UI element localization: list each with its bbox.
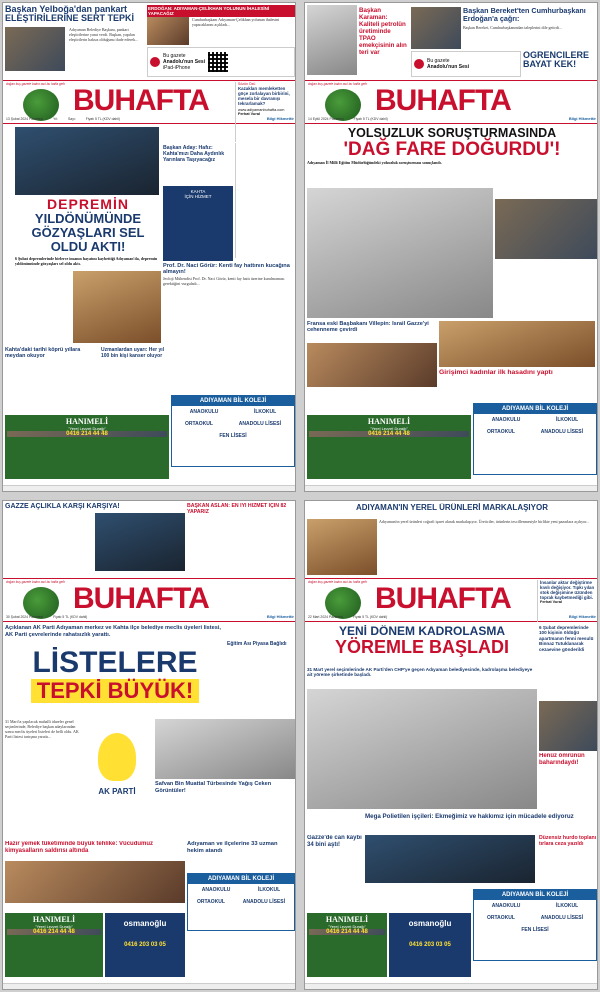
footer [305,485,598,491]
newspaper-page-2 [304,2,598,492]
crowd-photo [15,127,159,195]
gazze-story: Gazze'de can kaybı 34 bini aştı! [307,835,362,848]
top-story-left: Başkan Yelboğa'dan pankart ELEŞTİRİLERİNE SERT TEPKİ Adıyaman Belediye Başkanı, pankart eleştirilerine yanıt verdi. Başkan, yapılan eleştirilerin haksız olduğunu ifade ederek... [5,5,145,75]
israil-story: Fransa eski Başbakanı Villepin: İsrail Gazze'yi cehenneme çevirdi [307,321,429,333]
bil-koleji-ad: ADIYAMAN BİL KOLEJİ ANAOKULU İLKOKUL ORTAOKUL ANADOLU LİSESİ FEN LİSESİ [473,889,597,961]
column: İnsanlar aktar değiştirme kıvılı değişiyor. Tıpkı yılan stok değişimine üzünden toprak kaybetmediği gibi. Ferhat Vural [537,580,597,622]
bulb-icon [98,733,136,781]
column-sozun-ozu: Sözün Özü Kazakları memleketten göçe zorlalayan birbirini, mesela bir davranışı tekrarlamak? www.adiyamanbuhafta.com Ferhat Vural [235,82,295,142]
uzman-hekim-story: Adıyaman ve ilçelerine 33 uzman hekim atandı [187,841,278,854]
top-story-right: Başkan Bereket'ten Cumhurbaşkanı Erdoğan'a çağrı: Başkan Bereket, Cumhurbaşkanından taleplerini dile getirdi... [463,7,586,30]
document-photo [307,188,493,318]
masthead: doğan kuş gazete bakın asıl bu hafta gelir BUHAFTA 22 Mart 2024 Pazartesi Fiyatı 5 TL (KDV dahil) Bilgi Hikmettir [305,578,598,622]
newspaper-page-4 [304,500,598,990]
cemetery-photo [155,719,295,779]
headline: Başkan Yelboğa'dan pankart ELEŞTİRİLERİNE SERT TEPKİ [5,5,135,23]
newspaper-page-3 [2,500,296,990]
portrait-photo [539,701,597,751]
kahta-ad: KAHTA İÇİN HİZMET [163,186,233,261]
top-story-mid: ERDOĞAN: ADIYAMAN-ÇELİKHAN YOLUNUN İHALESİNİ YAPACAĞIZ Cumhurbaşkanı Adıyaman-Çelikhan yolunun ihalesini yapacaklarını açıkladı... [147,5,295,45]
depremzede-story: 6 Şubat depremlerinde 100 kişinin öldüğü apartmanın fenni mesulü Binnaz Tutuklanarak cezaevine gönderildi [539,625,594,652]
headline: ERDOĞAN: ADIYAMAN-ÇELİKHAN YOLUNUN İHALESİNİ YAPACAĞIZ [147,5,295,17]
uzman-story: Uzmanlardan uyarı: Her yıl 100 bin kişi kanser oluyor [101,347,165,359]
main-story: DEPREMİN YILDÖNÜMÜNDE GÖZYAŞLARI SEL OLDU AKTI! 6 Şubat depremlerinde birlerce insanın hayatını kaybettiği Adıyaman'da, depremin yıldönümünde gözyaşları sel oldu aktı. [15,196,158,266]
masthead-logo: BUHAFTA [73,84,209,117]
osmanoglu-ad: osmanoğlu 0416 203 03 05 [105,913,185,977]
iphone-ad: Bu gazete Anadolu'nun Sesi [411,51,521,77]
masthead: doğan kuş gazete bakın asıl bu hafta gelir BUHAFTA 30 Şubat 2024 Pazartesi Fiyatı 5 TL (KDV dahil) Bilgi Hikmettir [3,578,296,622]
qr-code-icon [208,52,228,72]
app-logo-icon [414,59,424,69]
hanimeli-ad: HANIMELİ "Yerel Lezzet Durağı" 0416 214 44 48 [307,415,471,479]
hanimeli-ad: HANIMELİ "Yerel Lezzet Durağı" 0416 214 44 48 [5,415,169,479]
newspaper-page-1 [2,2,296,492]
photo [147,17,189,45]
official-photo [495,199,597,259]
workers-photo [365,835,535,883]
kahta-bridge-story: Kahta'daki tarihi köprü yıllara meydan okuyor [5,347,81,359]
bil-koleji-ad: ADIYAMAN BİL KOLEJİ ANAOKULU İLKOKUL ORTAOKUL ANADOLU LİSESİ [473,403,597,475]
osmanoglu-ad: osmanoğlu 0416 203 03 05 [389,913,471,977]
worker-photo [307,5,357,75]
mega-story: Mega Polietilen işçileri: Ekmeğimiz ve hakkımız için mücadele ediyoruz [365,813,574,820]
meeting-photo [411,7,461,49]
photo [5,27,65,71]
footer [305,983,598,989]
hanimeli-ad: HANIMELİ "Yerel Lezzet Durağı" 0416 214 44 48 [5,913,103,977]
girisimci-story: Girişimci kadınlar ilk hasadını yaptı [439,321,595,401]
hazir-story: Hazır yemek tüketiminde büyük tehlike: Vücudumuz kimyasalların saldırısı altında [5,841,154,854]
duzensiz-story: Düzensiz hurdo toplanı tırlara ceza yazıldı [539,835,597,847]
bil-koleji-ad: ADIYAMAN BİL KOLEJİ ANAOKULU İLKOKUL ORTAOKUL ANADOLU LİSESİ [187,873,295,931]
footer [3,983,296,989]
fire-photo [307,343,437,387]
main-pre: Açıklanan AK Parti Adıyaman merkez ve Kahta ilçe belediye meclis üyeleri listesi, AK Parti çevrelerinde rahatsızlık yarattı. [5,625,221,638]
main-story: YOLSUZLUK SORUŞTURMASINDA 'DAĞ FARE DOĞURDU'! Adıyaman İl Milli Eğitim Müdürlüğündeki yolsuzluk soruşturması sonuçlandı. [307,127,561,165]
top-story-left: Başkan Karaman: Kaliteli petrolün üretiminde TPAO emekçisinin alın teri var [359,7,407,56]
footer [3,485,296,491]
text-col: 31 Mart'ta yapılacak mahalli idareler genel seçimlerinde, Belediye başkan adaylarından sonra meclis üyeleri listeleri de belli oldu. AK Parti listesi tartışma yarattı... [5,719,79,739]
prof-story: Prof. Dr. Naci Görür: Kenti fay hattının kucağına almayın! Jeoloji Mühendisi Prof. Dr. Naci Görür, kenti fay hattı üzerine kurulmaması gerektiğini vurguladı... [163,263,290,286]
ad-iphone-right [235,143,295,258]
iphone-ad: Bu gazete Anadolu'nun Sesi iPad-iPhone [147,47,295,77]
product-text: Adıyaman'ın yerel ürünleri coğrafi işaret alarak markalaşıyor. Üreticiler, ürünlerin tescillenmesiyle birlikte yeni pazarlara açılıyor... [379,519,590,524]
masthead: doğan kuş gazete bakın asıl bu hafta gelir BUHAFTA 14 Eylül 2024 Pazartesi Fiyatı 5 TL (KDV dahil) Bilgi Hikmettir [305,80,598,124]
candles-photo [73,271,161,343]
egitim-story: Eğitim Ası Piyasa Bağlıdı [227,641,287,647]
top-story-left: GAZZE AÇLIKLA KARŞI KARŞIYA! [5,503,185,573]
safvan-story: Safvan Bin Muattal Türbesinde Yağış Ceken Görüntüler! [155,781,272,794]
main-sub: 31 Mart yerel seçimlerinde AK Parti'den CHP'ye geçen Adıyaman belediyesinde, kadrolaşma belediyeye ait yöreme şirketinde başladı. [307,667,533,678]
main-story: YENİ DÖNEM KADROLASMA YÖREMLE BAŞLADI [334,625,509,657]
document-scan [307,689,537,809]
bil-koleji-ad: ADIYAMAN BİL KOLEJİ ANAOKULU İLKOKUL ORTAOKUL ANADOLU LİSESİ FEN LİSESİ [171,395,295,467]
ogrenci-story: ÖĞRENCİLERE BAYAT KEK! [523,51,590,69]
main-story: LİSTELERE TEPKİ BÜYÜK! [32,647,198,703]
side-story: Başkan Aday: Hafız: Kahta'mızı Daha Aydınlık Yarınlara Taşıyacağız [163,145,225,163]
akparti-logo: AK PARTİ [81,719,153,837]
food-photo [5,861,185,903]
top-story-right: BAŞKAN ASLAN: EN İYİ HİZMET İÇİN 82 YAPARIZ [187,503,287,515]
masthead: doğan kuş gazete bakın asıl bu hafta gelir BUHAFTA 13 Şubat 2024 Pazartesi Yıl: Sayı: Fiyatı 5 TL (KDV dahil) Bilgi Hikmettir [3,80,296,124]
app-logo-icon [150,57,160,67]
top-story: ADIYAMAN'IN YEREL ÜRÜNLERİ MARKALAŞIYOR [356,503,548,512]
product-photo [307,519,377,575]
henuz-story: Henüz ömrünün baharındaydı! [539,753,585,766]
hanimeli-ad: HANIMELİ "Yerel Lezzet Durağı" 0416 214 44 48 [307,913,387,977]
